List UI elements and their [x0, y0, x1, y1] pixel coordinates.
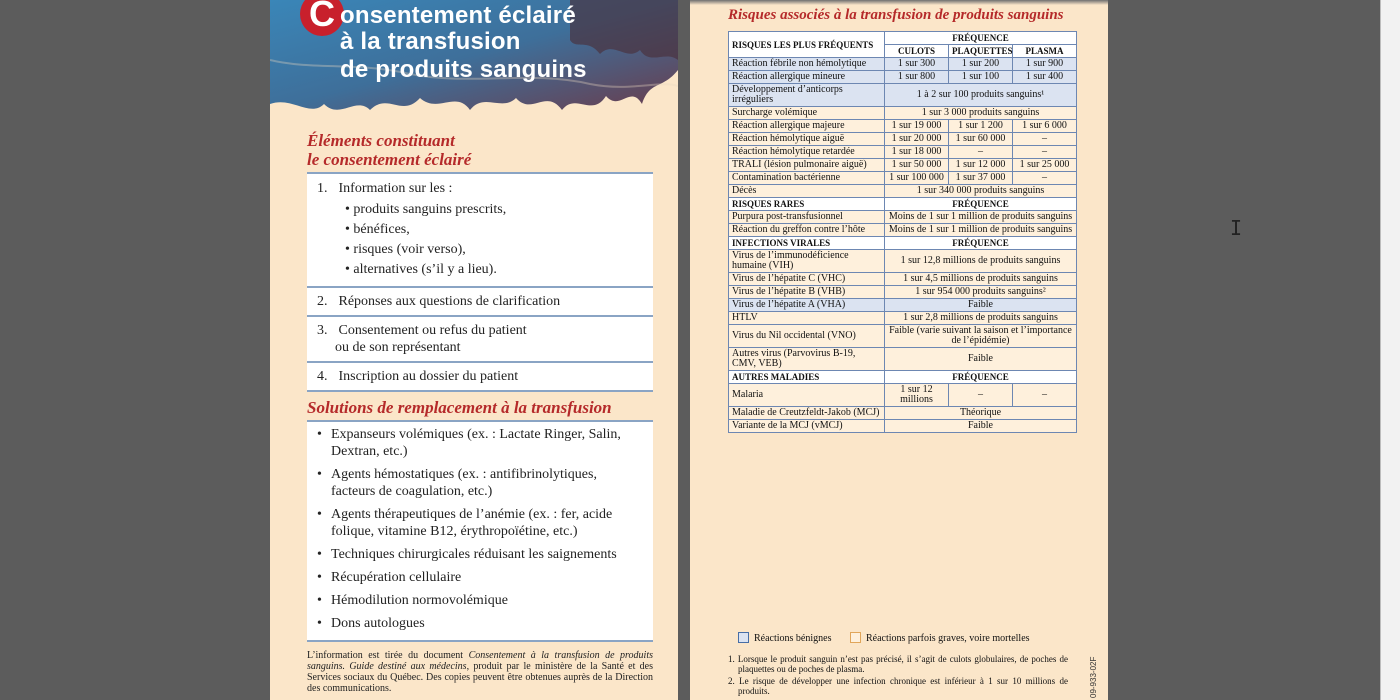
risks-title: Risques associés à la transfusion de produits sanguins: [728, 7, 1064, 23]
list-item: 2. Réponses aux questions de clarification: [307, 288, 653, 317]
table-section-header: AUTRES MALADIES FRÉQUENCE: [729, 371, 1077, 384]
table-row: Variante de la MCJ (vMCJ) Faible: [729, 420, 1077, 433]
table-row: Décès 1 sur 340 000 produits sanguins: [729, 185, 1077, 198]
table-row: Réaction hémolytique aiguë 1 sur 20 000 1 sur 60 000 –: [729, 133, 1077, 146]
table-row: Réaction fébrile non hémolytique 1 sur 300 1 sur 200 1 sur 900: [729, 58, 1077, 71]
table-row: Réaction hémolytique retardée 1 sur 18 000 – –: [729, 146, 1077, 159]
source-footnote: L’information est tirée du document Consentement à la transfusion de produits sanguins. Guide destiné aux médecins, produit par le ministère de la Santé et des Services sociaux du Québec. Des copies peuvent être obtenues auprès de la Direction des communications.: [307, 650, 653, 694]
footnote-1: 1. Lorsque le produit sanguin n’est pas précisé, il s’agit de culots globulaires, de poches de plaquettes ou de poches de plasma.: [728, 654, 1068, 674]
table-section-header: INFECTIONS VIRALES FRÉQUENCE: [729, 237, 1077, 250]
consent-elements-box: [307, 172, 653, 392]
table-row: Purpura post-transfusionnel Moins de 1 sur 1 million de produits sanguins: [729, 211, 1077, 224]
table-row: Surcharge volémique 1 sur 3 000 produits sanguins: [729, 107, 1077, 120]
alternatives-box: [307, 420, 653, 642]
table-row: Virus de l’hépatite C (VHC) 1 sur 4,5 millions de produits sanguins: [729, 273, 1077, 286]
header-frequent-risks: RISQUES LES PLUS FRÉQUENTS: [729, 32, 885, 58]
severity-legend: [738, 632, 1078, 644]
list-item: • Hémodilution normovolémique: [317, 592, 643, 609]
table-footnotes: [728, 654, 1068, 698]
list-item: 3. Consentement ou refus du patient ou de son représentant: [307, 317, 653, 363]
table-header-row: [729, 32, 1077, 45]
legend-benign: Réactions bénignes: [754, 633, 832, 644]
table-row: Maladie de Creutzfeldt-Jakob (MCJ) Théorique: [729, 407, 1077, 420]
table-row: Réaction du greffon contre l’hôte Moins de 1 sur 1 million de produits sanguins: [729, 224, 1077, 237]
text-cursor-icon: I: [1230, 216, 1243, 240]
header-frequency: FRÉQUENCE: [885, 32, 1077, 45]
table-row: Contamination bactérienne 1 sur 100 000 1 sur 37 000 –: [729, 172, 1077, 185]
list-item: • Expanseurs volémiques (ex. : Lactate Ringer, Salin, Dextran, etc.): [317, 426, 643, 460]
title-line-3: de produits sanguins: [340, 56, 587, 83]
table-row: Réaction allergique mineure 1 sur 800 1 sur 100 1 sur 400: [729, 71, 1077, 84]
left-page: [270, 0, 678, 700]
title-line-1: onsentement éclairé: [340, 2, 576, 29]
table-section-header: RISQUES RARES FRÉQUENCE: [729, 198, 1077, 211]
viewer-scrollbar[interactable]: [1380, 0, 1400, 700]
title-initial: C: [300, 0, 344, 36]
table-row: Virus de l’immunodéficience humaine (VIH) 1 sur 12,8 millions de produits sanguins: [729, 250, 1077, 273]
table-row: HTLV 1 sur 2,8 millions de produits sanguins: [729, 312, 1077, 325]
title-line-2: à la transfusion: [340, 28, 521, 55]
severe-swatch: [850, 632, 861, 643]
title-banner: [270, 0, 678, 124]
list-item: • Techniques chirurgicales réduisant les saignements: [317, 546, 643, 563]
list-item: • Dons autologues: [317, 615, 643, 632]
table-row: Virus du Nil occidental (VNO) Faible (varie suivant la saison et l’importance de l’épidémie): [729, 325, 1077, 348]
risk-table: [728, 31, 1077, 433]
table-row: Malaria 1 sur 12 millions – –: [729, 384, 1077, 407]
benign-swatch: [738, 632, 749, 643]
table-row: Virus de l’hépatite A (VHA) Faible: [729, 299, 1077, 312]
page-top-shadow: [690, 0, 1108, 5]
header-plasma: PLASMA: [1013, 45, 1077, 58]
header-culots: CULOTS: [885, 45, 949, 58]
document-code: 09-933-02F: [1089, 656, 1098, 698]
table-row: TRALI (lésion pulmonaire aiguë) 1 sur 50 000 1 sur 12 000 1 sur 25 000: [729, 159, 1077, 172]
list-item: • Agents hémostatiques (ex. : antifibrinolytiques, facteurs de coagulation, etc.): [317, 466, 643, 500]
header-plaquettes: PLAQUETTES: [949, 45, 1013, 58]
table-row: Développement d’anticorps irréguliers 1 à 2 sur 100 produits sanguins¹: [729, 84, 1077, 107]
table-row: Autres virus (Parvovirus B-19, CMV, VEB) Faible: [729, 348, 1077, 371]
list-item: • Agents thérapeutiques de l’anémie (ex. : fer, acide folique, vitamine B12, érythropoïétine, etc.): [317, 506, 643, 540]
legend-severe: Réactions parfois graves, voire mortelles: [865, 633, 1030, 644]
list-item: 4. Inscription au dossier du patient: [307, 363, 653, 392]
footnote-2: 2. Le risque de développer une infection chronique est inférieur à 1 sur 10 millions de produits.: [728, 676, 1068, 696]
section-alternatives-title: Solutions de remplacement à la transfusion: [307, 398, 612, 417]
section-consent-title: Éléments constituant le consentement éclairé: [307, 131, 472, 169]
list-item: • Récupération cellulaire: [317, 569, 643, 586]
right-page: [690, 0, 1108, 700]
list-item: 1. Information sur les : • produits sanguins prescrits, • bénéfices, • risques (voir verso), • alternatives (s’il y a lieu).: [307, 174, 653, 288]
table-row: Réaction allergique majeure 1 sur 19 000 1 sur 1 200 1 sur 6 000: [729, 120, 1077, 133]
table-row: Virus de l’hépatite B (VHB) 1 sur 954 000 produits sanguins²: [729, 286, 1077, 299]
